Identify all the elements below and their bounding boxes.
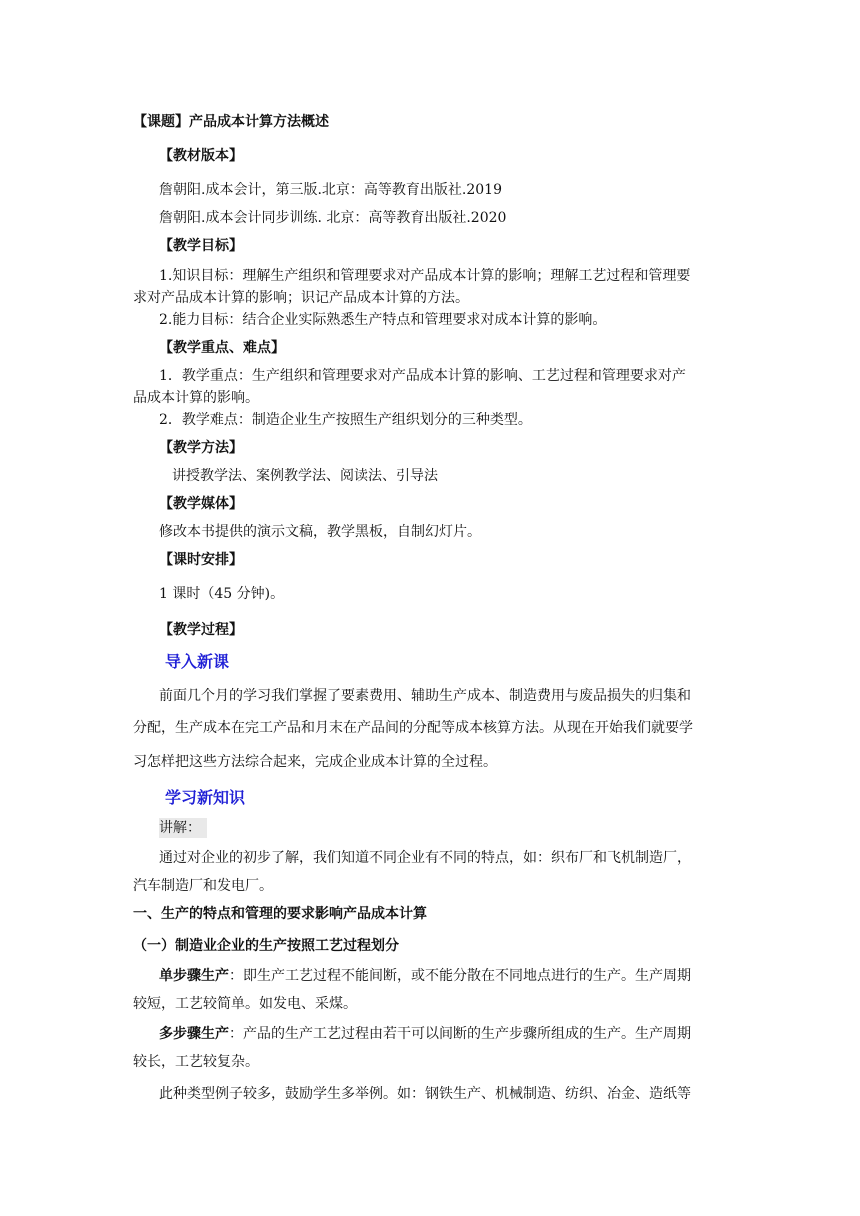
single-step-line1 — [159, 966, 691, 986]
single-step-text: ：即生产工艺过程不能间断，或不能分散在不同地点进行的生产。生产周期 — [229, 968, 691, 984]
multi-step-label: 多步骤生产 — [159, 1026, 229, 1042]
objectives-heading: 【教学目标】 — [159, 238, 243, 254]
multi-step-text: ：产品的生产工艺过程由若干可以间断的生产步骤所组成的生产。生产周期 — [229, 1026, 691, 1042]
sub1-heading: （一）制造业企业的生产按照工艺过程划分 — [133, 938, 399, 954]
methods-heading: 【教学方法】 — [159, 440, 243, 456]
explain-label: 讲解： — [159, 818, 207, 838]
objectives-p1-line1: 1.知识目标：理解生产组织和管理要求对产品成本计算的影响；理解工艺过程和管理要 — [159, 268, 691, 284]
new-knowledge-heading: 学习新知识 — [165, 788, 246, 807]
intro-line3: 习怎样把这些方法综合起来，完成企业成本计算的全过程。 — [133, 754, 497, 770]
schedule-text: 1 课时（45 分钟)。 — [159, 586, 285, 602]
keypoints-p1-line1: 1．教学重点：生产组织和管理要求对产品成本计算的影响、工艺过程和管理要求对产 — [159, 368, 686, 384]
objectives-p1-line2: 求对产品成本计算的影响；识记产品成本计算的方法。 — [133, 290, 469, 306]
example-line1: 此种类型例子较多，鼓励学生多举例。如：钢铁生产、机械制造、纺织、冶金、造纸等 — [159, 1086, 691, 1102]
title-prefix: 【课题】 — [133, 114, 189, 130]
section1-heading: 一、生产的特点和管理的要求影响产品成本计算 — [133, 906, 427, 922]
media-heading: 【教学媒体】 — [159, 496, 243, 512]
explain-line2: 汽车制造厂和发电厂。 — [133, 878, 273, 894]
lesson-title — [133, 112, 329, 132]
schedule-heading: 【课时安排】 — [159, 552, 243, 568]
objectives-p2: 2.能力目标：结合企业实际熟悉生产特点和管理要求对成本计算的影响。 — [159, 312, 607, 328]
intro-line1: 前面几个月的学习我们掌握了要素费用、辅助生产成本、制造费用与废品损失的归集和 — [159, 688, 691, 704]
keypoints-heading: 【教学重点、难点】 — [159, 340, 285, 356]
multi-step-line2: 较长，工艺较复杂。 — [133, 1054, 259, 1070]
process-heading: 【教学过程】 — [159, 622, 243, 638]
intro-line2: 分配，生产成本在完工产品和月末在产品间的分配等成本核算方法。从现在开始我们就要学 — [133, 720, 693, 736]
media-text: 修改本书提供的演示文稿，教学黑板，自制幻灯片。 — [159, 524, 481, 540]
textbook-item-1: 詹朝阳.成本会计，第三版.北京：高等教育出版社.2019 — [159, 182, 502, 198]
single-step-line2: 较短，工艺较简单。如发电、采煤。 — [133, 996, 357, 1012]
single-step-label: 单步骤生产 — [159, 968, 229, 984]
multi-step-line1 — [159, 1024, 691, 1044]
intro-heading: 导入新课 — [165, 652, 230, 671]
explain-line1: 通过对企业的初步了解，我们知道不同企业有不同的特点，如：织布厂和飞机制造厂， — [159, 850, 691, 866]
textbook-item-2: 詹朝阳.成本会计同步训练. 北京：高等教育出版社.2020 — [159, 210, 507, 226]
keypoints-p2: 2．教学难点：制造企业生产按照生产组织划分的三种类型。 — [159, 412, 532, 428]
keypoints-p1-line2: 品成本计算的影响。 — [133, 390, 259, 406]
title-text: 产品成本计算方法概述 — [189, 114, 329, 130]
textbook-heading: 【教材版本】 — [159, 148, 243, 164]
methods-text: 讲授教学法、案例教学法、阅读法、引导法 — [172, 468, 438, 484]
